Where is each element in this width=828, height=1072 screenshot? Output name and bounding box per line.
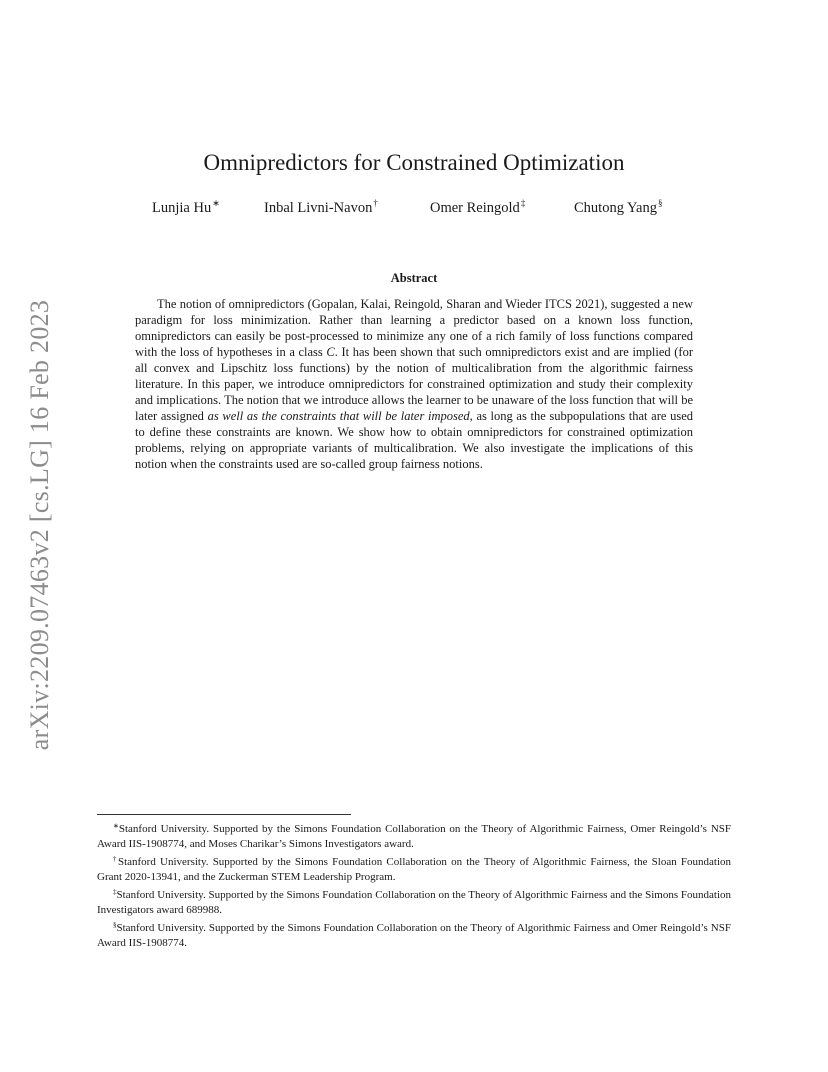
author xyxy=(152,198,220,217)
class-symbol: C xyxy=(326,345,335,359)
footnote-divider xyxy=(97,814,351,815)
footnote xyxy=(97,819,731,852)
footnote-text: Stanford University. Supported by the Simons Foundation Collaboration on the Theory of Algorithmic Fairness, the Sloan Foundation Grant 2020-13941, and the Zuckerman STEM Leadership Program. xyxy=(97,856,732,883)
footnote xyxy=(97,918,731,951)
author-mark: ‡ xyxy=(520,198,526,208)
arxiv-identifier: arXiv:2209.07463v2 [cs.LG] 16 Feb 2023 xyxy=(25,299,54,751)
abstract-text-part: . It has been shown that such omnipredictors exist and are implied (for all convex and Lipschitz loss functions) by the notion of multicalibration from the algorithmic fairness literature. In this paper, we introduce omnipredictors for constrained optimization and study their complexity and implications. The notion that we introduce allows the learner to be unaware of the loss function that will be later assigned xyxy=(135,345,694,423)
abstract-emphasis: as well as the constraints that will be later imposed xyxy=(207,409,470,423)
author-name: Inbal Livni-Navon xyxy=(264,200,373,216)
abstract-text-part: The notion of omnipredictors (Gopalan, Kalai, Reingold, Sharan and Wieder ITCS 2021), suggested a new paradigm for loss minimization. Rather than learning a predictor based on a known loss function, omnipredictors can easily be post-processed to minimize any one of a rich family of loss functions compared with the loss of hypotheses in a class xyxy=(135,297,693,359)
footnote-mark: ∗ xyxy=(113,822,119,830)
author xyxy=(430,198,525,217)
author-name: Lunjia Hu xyxy=(152,200,212,216)
footnote-text: Stanford University. Supported by the Simons Foundation Collaboration on the Theory of Algorithmic Fairness, Omer Reingold’s NSF Award IIS-1908774, and Moses Charikar’s Simons Investigators award. xyxy=(97,823,731,850)
footnote-mark: † xyxy=(113,855,118,863)
footnote xyxy=(97,852,731,885)
author xyxy=(264,198,378,217)
abstract-text-part: , as long as the subpopulations that are used to define these constraints are known. We show how to obtain omnipredictors for constrained optimization problems, relying on appropriate variants of multicalibration. We also investigate the implications of this notion when the constraints used are so-called group fairness notions. xyxy=(135,409,693,471)
footnote-mark: ‡ xyxy=(113,888,117,896)
abstract-text xyxy=(135,296,693,472)
footnote-text: Stanford University. Supported by the Simons Foundation Collaboration on the Theory of Algorithmic Fairness and Omer Reingold’s NSF Award IIS-1908774. xyxy=(97,922,731,949)
author xyxy=(574,198,663,217)
footnote-mark: § xyxy=(113,921,117,929)
footnote xyxy=(97,885,731,918)
author-mark: † xyxy=(373,198,378,208)
author-mark: ∗ xyxy=(212,198,220,208)
author-name: Chutong Yang xyxy=(574,200,657,216)
abstract-heading: Abstract xyxy=(390,271,438,285)
footnotes xyxy=(97,819,731,951)
paper-title: Omnipredictors for Constrained Optimization xyxy=(203,150,625,175)
author-name: Omer Reingold xyxy=(430,200,520,216)
author-mark: § xyxy=(658,198,663,208)
footnote-text: Stanford University. Supported by the Simons Foundation Collaboration on the Theory of Algorithmic Fairness and the Simons Foundation Investigators award 689988. xyxy=(97,889,731,916)
